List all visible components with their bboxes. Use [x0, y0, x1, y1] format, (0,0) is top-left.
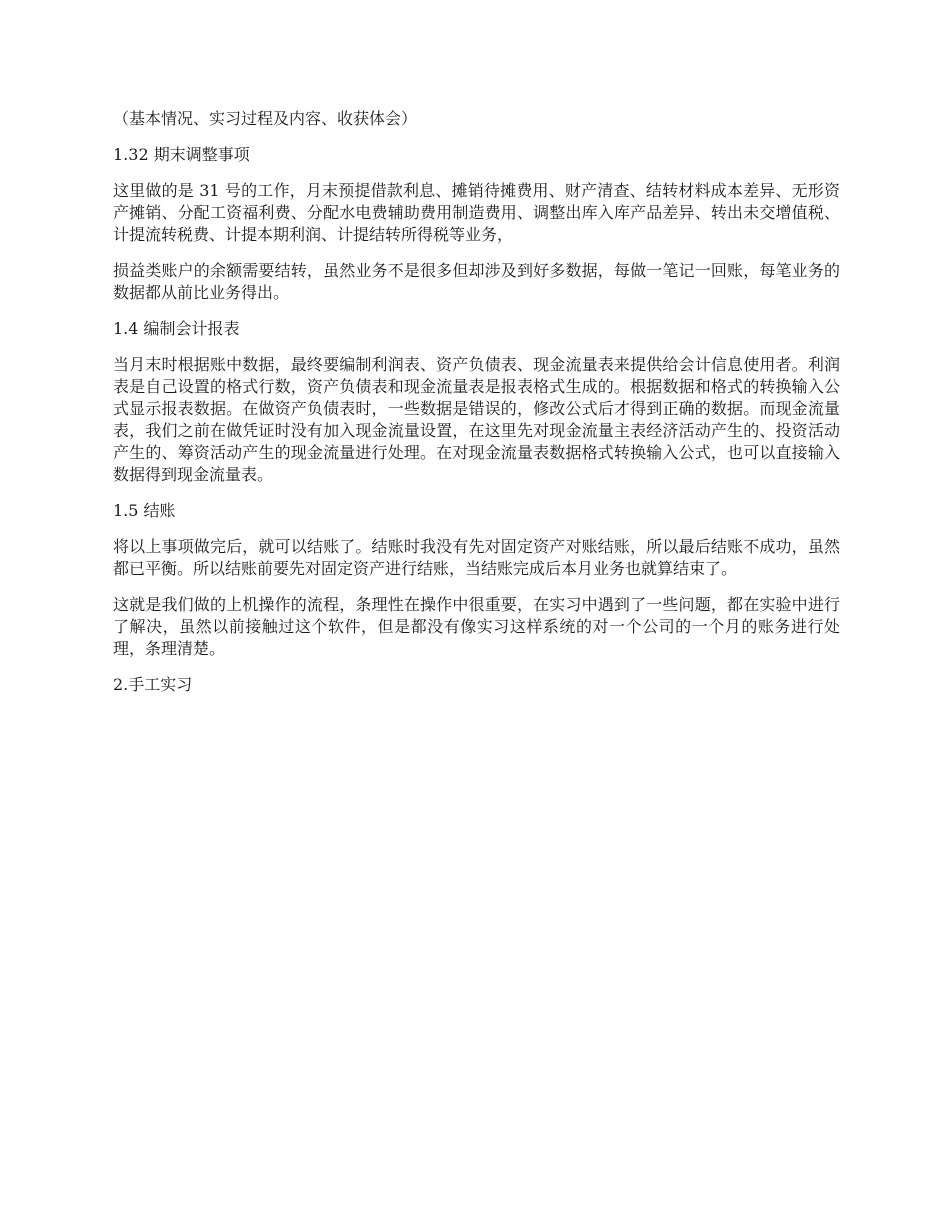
- paragraph-period-end-tasks: 这里做的是 31 号的工作，月末预提借款利息、摊销待摊费用、财产清查、结转材料成本差异、无形资产摊销、分配工资福利费、分配水电费辅助费用制造费用、调整出库入库产品差异、转出未交增值税、计提流转税费、计提本期利润、计提结转所得税等业务，: [113, 181, 840, 244]
- document-page: [113, 108, 840, 696]
- paragraph-profit-loss-transfer: 损益类账户的余额需要结转，虽然业务不是很多但却涉及到好多数据，每做一笔记一回账，每笔业务的数据都从前比业务得出。: [113, 261, 840, 302]
- section-heading-manual-practice: 2.手工实习: [113, 675, 193, 694]
- intro-text: （基本情况、实习过程及内容、收获体会）: [113, 109, 418, 128]
- section-heading-closing-accounts: 1.5 结账: [113, 501, 176, 520]
- section-heading-period-end-adjustments: 1.32 期末调整事项: [113, 145, 250, 164]
- paragraph-process-summary: 这就是我们做的上机操作的流程，条理性在操作中很重要，在实习中遇到了一些问题，都在实验中进行了解决，虽然以前接触过这个软件，但是都没有像实习这样系统的对一个公司的一个月的账务进行处理，条理清楚。: [113, 595, 840, 658]
- paragraph-closing-accounts: 将以上事项做完后，就可以结账了。结账时我没有先对固定资产对账结账，所以最后结账不成功，虽然都已平衡。所以结账前要先对固定资产进行结账，当结账完成后本月业务也就算结束了。: [113, 537, 840, 578]
- paragraph-financial-statements: 当月末时根据账中数据，最终要编制利润表、资产负债表、现金流量表来提供给会计信息使用者。利润表是自己设置的格式行数，资产负债表和现金流量表是报表格式生成的。根据数据和格式的转换输入公式显示报表数据。在做资产负债表时，一些数据是错误的，修改公式后才得到正确的数据。而现金流量表，我们之前在做凭证时没有加入现金流量设置，在这里先对现金流量主表经济活动产生的、投资活动产生的、筹资活动产生的现金流量进行处理。在对现金流量表数据格式转换输入公式，也可以直接输入数据得到现金流量表。: [113, 355, 840, 484]
- section-heading-financial-statements: 1.4 编制会计报表: [113, 319, 240, 338]
